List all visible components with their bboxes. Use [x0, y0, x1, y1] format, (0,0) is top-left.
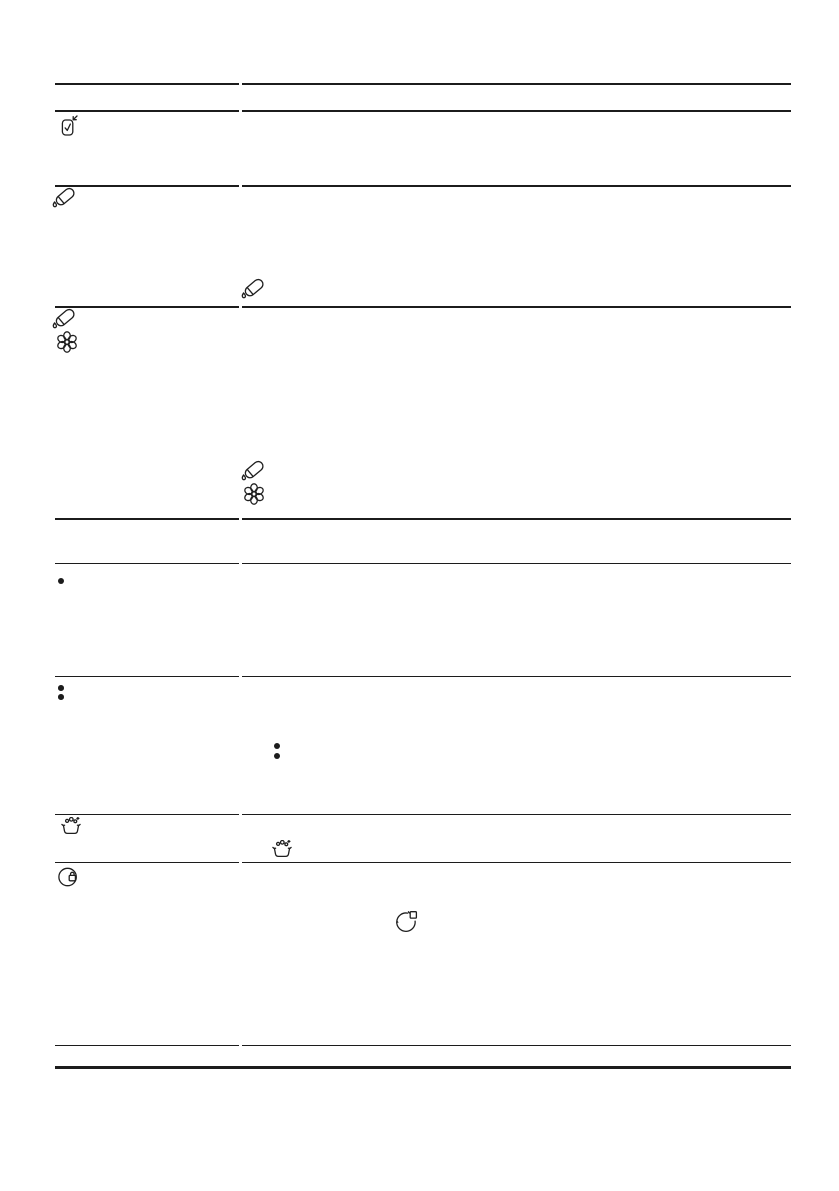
table-rule-row4 — [55, 563, 791, 564]
detergent-bottle-icon — [51, 306, 78, 330]
add-garment-icon — [393, 909, 419, 934]
table-rule-row1 — [55, 185, 791, 187]
column-divider-gap — [239, 185, 242, 187]
column-divider-gap — [239, 676, 242, 677]
table-rule-row6 — [55, 814, 791, 815]
table-rule-row8 — [55, 1045, 791, 1046]
column-divider-gap — [239, 110, 242, 113]
table-rule-row5 — [55, 676, 791, 677]
table-rule-row2 — [55, 306, 791, 308]
detergent-bottle-icon — [240, 458, 267, 482]
column-divider-gap — [239, 814, 242, 815]
detergent-bottle-icon — [51, 185, 78, 209]
column-divider-gap — [239, 518, 242, 520]
column-divider-gap — [239, 83, 242, 86]
dispenser-check-icon — [60, 114, 79, 137]
softener-flower-icon — [56, 331, 78, 353]
column-divider-gap — [239, 1045, 242, 1046]
colon-dot — [58, 685, 64, 691]
column-divider-gap — [239, 306, 242, 308]
column-divider-gap — [239, 563, 242, 564]
table-rule-bottom — [55, 1066, 791, 1069]
column-divider-gap — [239, 862, 242, 863]
colon-dot — [274, 743, 280, 749]
softener-flower-icon — [243, 483, 265, 505]
powder-bowl-icon — [271, 840, 293, 858]
table-rule-header — [55, 110, 791, 113]
door-lock-icon — [57, 866, 79, 888]
powder-bowl-icon — [60, 817, 82, 835]
colon-dot — [58, 694, 64, 700]
table-rule-row3 — [55, 518, 791, 520]
detergent-bottle-icon — [240, 276, 267, 300]
colon-dot — [274, 753, 280, 759]
table-rule-row7 — [55, 862, 791, 863]
table-rule-top — [55, 83, 791, 86]
bullet-dot — [58, 578, 64, 584]
